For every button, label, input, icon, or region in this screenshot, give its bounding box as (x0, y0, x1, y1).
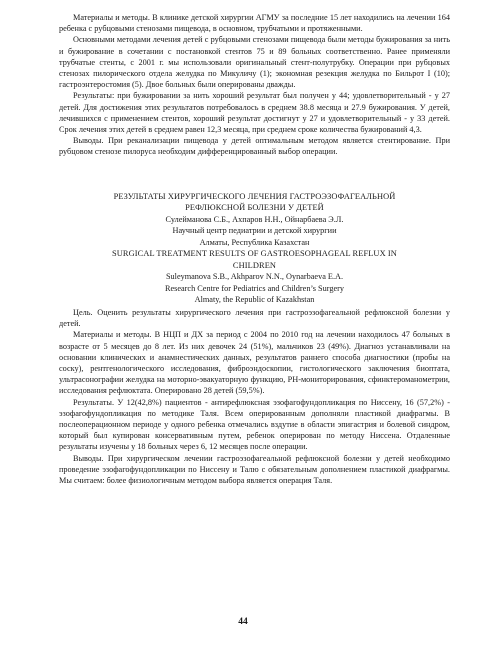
institution-ru: Научный центр педиатрии и детской хирургии (172, 226, 337, 236)
authors-ru: Сулейманова С.Б., Ахпаров Н.Н., Ойнарбаева Э.Л. (165, 215, 344, 225)
article-conclusions-paragraph: Выводы. При хирургическом лечении гастроэзофагеальной рефлюксной болезни у детей необходимо проведение эзофагофундопликации по Ниссену и Талю с обязательным дополнением пластикой диафрагмы. Мы считаем: более физиологичным методом выбора является операция Таля. (59, 453, 450, 486)
authors-en: Suleymanova S.B., Akhparov N.N., Oynarbaeva E.A. (165, 272, 344, 282)
city-ru: Алматы, Республика Казахстан (199, 237, 310, 247)
article-header (59, 191, 450, 305)
conclusions-paragraph: Выводы. При реканализации пищевода у детей оптимальным методом является стентирование. При рубцовом стенозе пилоруса необходим дифференцированный выбор операции. (59, 136, 450, 157)
aim-paragraph: Цель. Оценить результаты хирургического лечения при гастроэзофагеальной рефлюксной болезни у детей. (59, 308, 450, 329)
previous-article-section (59, 12, 450, 158)
treatment-methods-paragraph: Основными методами лечения детей с рубцовыми стенозами пищевода были методы бужирования за нить и бужирование в сочетании с постановкой стентов 75 и 89 больных соответственно. Ранее применяли трубчатые стенты, с 2001 г. мы использовали оригинальный стент-полутрубку. Операции при рубцовых стенозах пилорического отдела желудка по Микуличу (1); экономная резекция желудка по Бильрот I (10); гастроэнтеростомия (5). Двое больных были оперированы дважды. (59, 35, 450, 90)
page-number: 44 (238, 617, 248, 627)
article-section (59, 191, 450, 487)
results-paragraph: Результаты: при бужировании за нить хороший результат был получен у 44; удовлетворительный - у 27 детей. Для достижения этих результатов потребовалось в среднем 38.8 месяца и 27.9 бужирования. У детей, лечившихся с применением стентов, хороший результат достигнут у 27 и удовлетворительный - у 33 детей. Срок лечения этих детей в среднем равен 12,3 месяца, при среднем сроке количества бужирований 4,3. (59, 91, 450, 135)
city-en: Almaty, the Republic of Kazakhstan (194, 294, 315, 304)
article-results-paragraph: Результаты. У 12(42,8%) пациентов - антирефлюксная эзофагофундопликация по Ниссену, 16 (57,2%) - эзофагофундопликация по методике Таля. Всем оперированным дополняли пластикой диафрагмы. В послеоперационном периоде у одного ребенка отмечались вздутие в области эпигастрия и болевой синдром, который был купирован консервативным путем, ребенок оперирован по методу Ниссена. Отдаленные результаты изучены у 18 больных через 6, 12 месяцев после операции. (59, 397, 450, 452)
title-en-line-1: SURGICAL TREATMENT RESULTS OF GASTROESOPHAGEAL REFLUX IN (112, 248, 397, 258)
section-spacer (59, 158, 450, 191)
methods-paragraph: Материалы и методы. В клинике детской хирургии АГМУ за последние 15 лет находились на лечении 164 ребенка с рубцовыми стенозами пищевода, в основном, трубчатыми и протяженными. (59, 13, 450, 34)
article-methods-paragraph: Материалы и методы. В НЦП и ДХ за период с 2004 по 2010 год на лечении находилось 47 больных в возрасте от 5 месяцев до 8 лет. Из них девочек 24 (51%), мальчиков 23 (49%). Диагноз устанавливали на основании клинических и анамнестических данных, результатов раннего способа диагностики (пробы на соску), рентгенологического исследования, фиброэндоскопии, гистологического заключения биоптата, ультрасонографии желудка на моторно-эвакуаторную функцию, PH-мониторирования, сфинктероманометрии, исследования рефлюктата. Оперировано 28 детей (59,5%). (59, 330, 450, 396)
title-ru-line-2: РЕФЛЮКСНОЙ БОЛЕЗНИ У ДЕТЕЙ (185, 203, 324, 213)
institution-en: Research Centre for Pediatrics and Children’s Surgery (164, 283, 344, 293)
title-en-line-2: CHILDREN (232, 260, 277, 270)
title-ru-line-1: РЕЗУЛЬТАТЫ ХИРУРГИЧЕСКОГО ЛЕЧЕНИЯ ГАСТРОЭЗОФАГЕАЛЬНОЙ (113, 191, 396, 201)
